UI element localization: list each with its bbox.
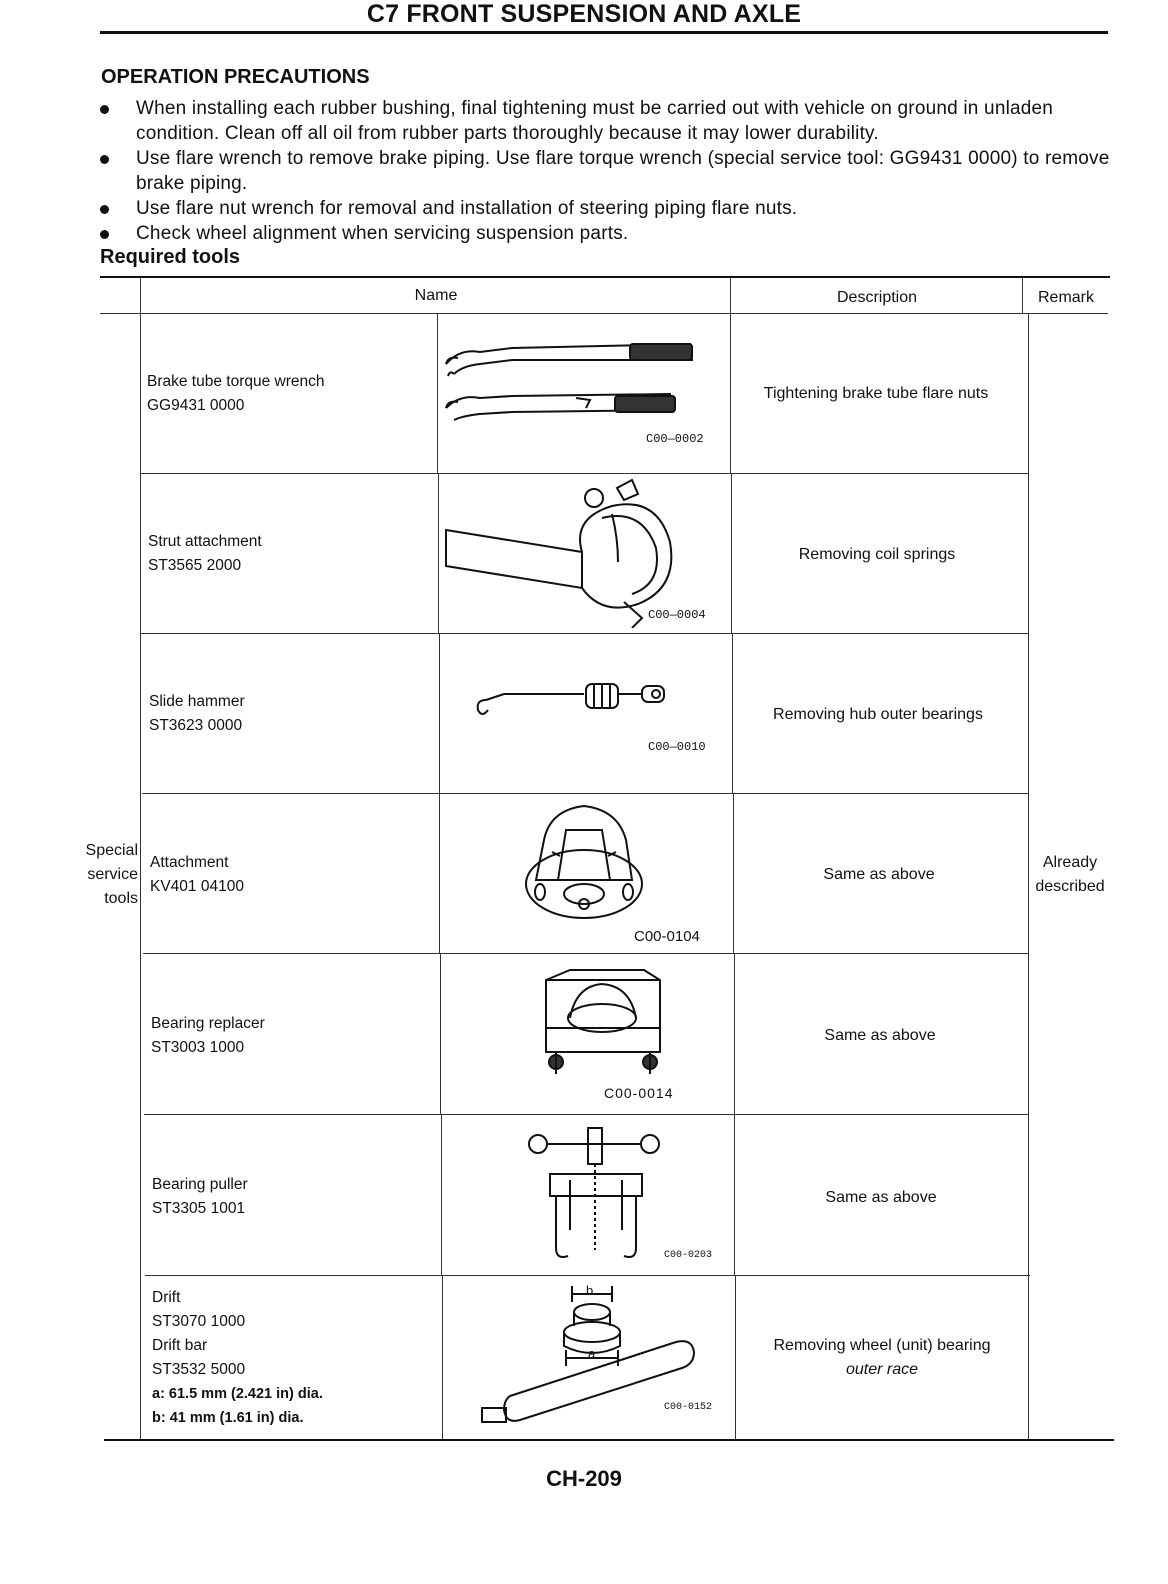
header-rule <box>100 313 1108 314</box>
grid-line <box>1022 278 1023 314</box>
row-rule <box>142 793 1029 794</box>
bearing-replacer-icon <box>540 966 666 1082</box>
page-number: CH-209 <box>546 1466 622 1491</box>
precautions-heading: OPERATION PRECAUTIONS <box>101 66 370 88</box>
row-rule <box>145 1275 1030 1276</box>
precaution-item: Check wheel alignment when servicing suspension parts. <box>100 221 1112 246</box>
column-header-remark: Remark <box>1037 289 1094 306</box>
grid-line <box>439 793 440 953</box>
dimension-label-b: b <box>586 1283 594 1298</box>
required-tools-heading: Required tools <box>100 246 241 268</box>
grid-line <box>438 473 439 633</box>
tool-name-cell: Slide hammer ST3623 0000 <box>149 693 245 734</box>
tool-description: Removing hub outer bearings <box>773 706 983 723</box>
slide-hammer-icon <box>474 678 674 718</box>
tool-description: Removing coil springs <box>798 546 956 563</box>
grid-line <box>439 633 440 793</box>
figure-code: C00-0104 <box>634 928 700 945</box>
row-rule <box>144 1114 1029 1115</box>
figure-code: C00—0010 <box>648 740 706 754</box>
row-rule <box>140 473 1028 474</box>
row-rule <box>143 953 1029 954</box>
precaution-item: Use flare wrench to remove brake piping. Use flare torque wrench (special service tool: GG9431 0000) to remove brake piping. <box>100 146 1112 196</box>
grid-line <box>437 313 438 473</box>
grid-line <box>440 953 441 1114</box>
grid-line <box>442 1275 443 1439</box>
row-rule <box>141 633 1028 634</box>
grid-line <box>441 1114 442 1275</box>
tool-description: Tightening brake tube flare nuts <box>763 385 989 402</box>
tool-description: Same as above <box>825 1189 937 1206</box>
grid-line <box>730 278 731 314</box>
tool-name-cell: Attachment KV401 04100 <box>150 854 244 895</box>
strut-attachment-icon <box>442 478 732 628</box>
tool-name-cell: Bearing puller ST3305 1001 <box>152 1176 248 1217</box>
tool-name-cell: Bearing replacer ST3003 1000 <box>151 1015 265 1056</box>
table-top-rule <box>100 276 1110 278</box>
page-title: C7 FRONT SUSPENSION AND AXLE <box>366 0 802 28</box>
precaution-item: Use flare nut wrench for removal and installation of steering piping flare nuts. <box>100 196 1112 221</box>
spec-b: b: 41 mm (1.61 in) dia. <box>152 1410 304 1426</box>
column-header-name: Name <box>414 287 458 304</box>
figure-code: C00-0014 <box>604 1085 674 1101</box>
spec-a: a: 61.5 mm (2.421 in) dia. <box>152 1386 323 1402</box>
tool-description: Same as above <box>823 866 935 883</box>
figure-code: C00-0152 <box>664 1402 713 1413</box>
remark-cell: Already described <box>1035 854 1105 895</box>
tool-name-cell: Drift ST3070 1000 Drift bar ST3532 5000 a: 61.5 mm (2.421 in) dia. b: 41 mm (1.61 in) dia. <box>152 1286 323 1430</box>
tool-name-cell: Strut attachment ST3565 2000 <box>148 533 262 574</box>
figure-code: C00—0002 <box>646 432 704 446</box>
bearing-puller-icon <box>526 1120 666 1270</box>
precaution-item: When installing each rubber bushing, final tightening must be carried out with vehicle on ground in unladen condition. Clean off all oil from rubber parts thoroughly because it may lower durability. <box>100 96 1112 146</box>
category-label: Special service tools <box>85 842 138 907</box>
grid-line <box>140 278 141 1439</box>
attachment-icon <box>520 800 648 926</box>
dimension-label-a: a <box>588 1346 596 1361</box>
figure-code: C00-0203 <box>664 1250 713 1261</box>
torque-wrench-icon <box>440 330 730 430</box>
tool-name-cell: Brake tube torque wrench GG9431 0000 <box>147 373 325 414</box>
tool-description: Removing wheel (unit) bearing outer race <box>773 1337 991 1378</box>
table-bottom-rule <box>104 1439 1114 1441</box>
column-header-description: Description <box>836 289 918 306</box>
figure-code: C00—0004 <box>648 608 706 622</box>
title-rule <box>100 31 1108 34</box>
tool-description: Same as above <box>824 1027 936 1044</box>
precautions-list <box>100 96 1112 246</box>
